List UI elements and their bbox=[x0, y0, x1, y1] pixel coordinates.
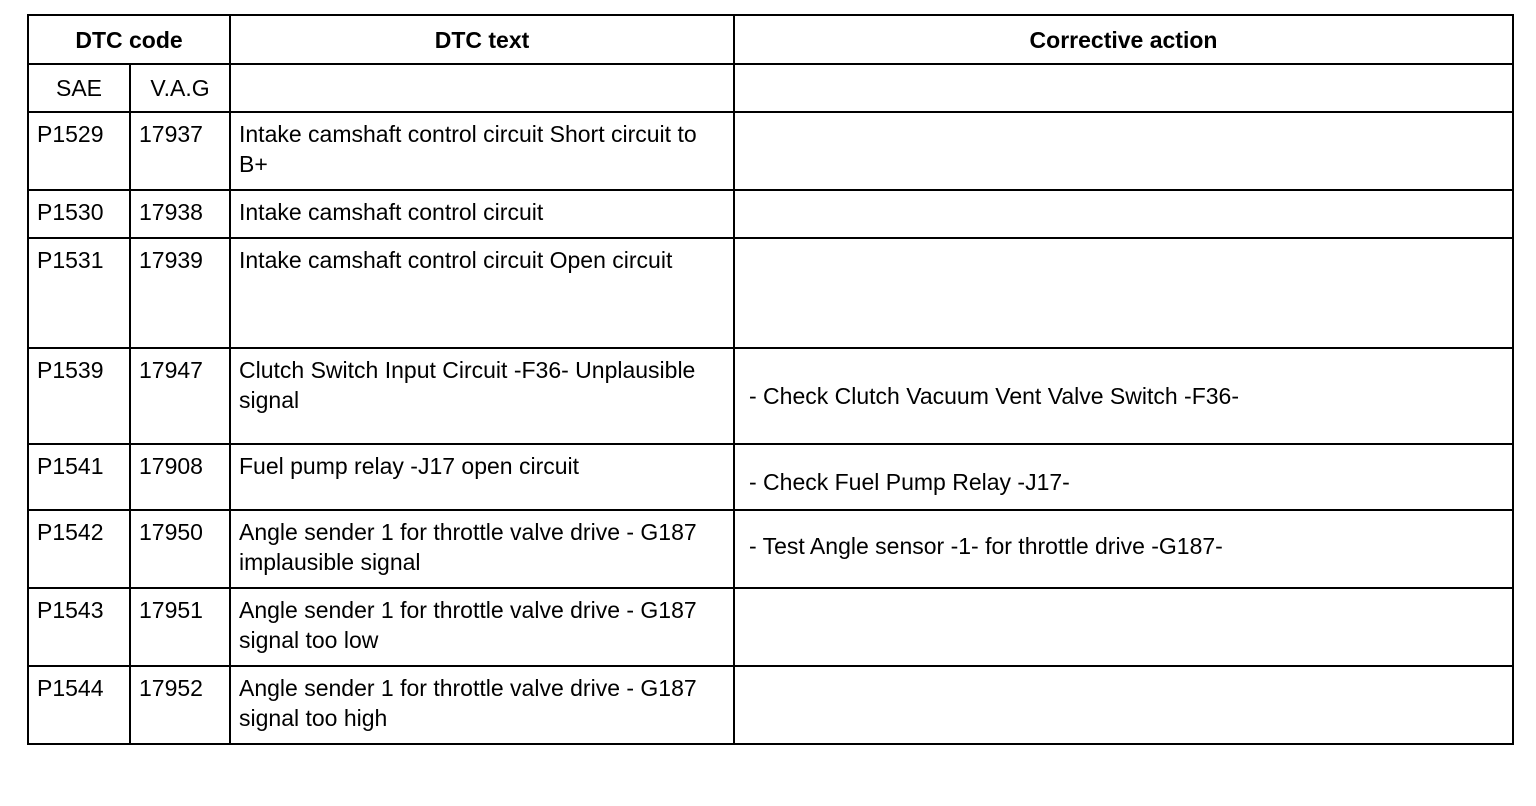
table-row bbox=[28, 666, 1513, 744]
subheader-vag: V.A.G bbox=[130, 64, 230, 112]
sae-code: P1531 bbox=[28, 238, 130, 348]
vag-code: 17939 bbox=[130, 238, 230, 348]
vag-code: 17937 bbox=[130, 112, 230, 190]
header-dtc-text: DTC text bbox=[230, 15, 734, 64]
header-dtc-code: DTC code bbox=[28, 15, 230, 64]
vag-code: 17908 bbox=[130, 444, 230, 510]
header-row bbox=[28, 15, 1513, 64]
subheader-row bbox=[28, 64, 1513, 112]
vag-code: 17951 bbox=[130, 588, 230, 666]
vag-code: 17952 bbox=[130, 666, 230, 744]
dtc-table bbox=[27, 14, 1514, 745]
subheader-sae: SAE bbox=[28, 64, 130, 112]
table-row bbox=[28, 588, 1513, 666]
vag-code: 17950 bbox=[130, 510, 230, 588]
vag-code: 17947 bbox=[130, 348, 230, 444]
corrective-action bbox=[734, 666, 1513, 744]
subheader-empty-action bbox=[734, 64, 1513, 112]
dtc-text: Clutch Switch Input Circuit -F36- Unplausible signal bbox=[230, 348, 734, 444]
corrective-action bbox=[734, 190, 1513, 238]
dtc-text: Fuel pump relay -J17 open circuit bbox=[230, 444, 734, 510]
table-row bbox=[28, 112, 1513, 190]
dtc-text: Intake camshaft control circuit Short circuit to B+ bbox=[230, 112, 734, 190]
corrective-action: - Check Fuel Pump Relay -J17- bbox=[734, 444, 1513, 510]
dtc-text: Angle sender 1 for throttle valve drive - G187 implausible signal bbox=[230, 510, 734, 588]
sae-code: P1541 bbox=[28, 444, 130, 510]
sae-code: P1543 bbox=[28, 588, 130, 666]
dtc-text: Angle sender 1 for throttle valve drive - G187 signal too high bbox=[230, 666, 734, 744]
dtc-text: Intake camshaft control circuit Open circuit bbox=[230, 238, 734, 348]
table-row bbox=[28, 510, 1513, 588]
corrective-action: - Check Clutch Vacuum Vent Valve Switch -F36- bbox=[734, 348, 1513, 444]
table-row bbox=[28, 348, 1513, 444]
corrective-action bbox=[734, 238, 1513, 348]
sae-code: P1544 bbox=[28, 666, 130, 744]
corrective-action bbox=[734, 588, 1513, 666]
table-row bbox=[28, 238, 1513, 348]
vag-code: 17938 bbox=[130, 190, 230, 238]
dtc-text: Angle sender 1 for throttle valve drive - G187 signal too low bbox=[230, 588, 734, 666]
table-row bbox=[28, 444, 1513, 510]
sae-code: P1539 bbox=[28, 348, 130, 444]
subheader-empty-text bbox=[230, 64, 734, 112]
sae-code: P1529 bbox=[28, 112, 130, 190]
table-row bbox=[28, 190, 1513, 238]
sae-code: P1542 bbox=[28, 510, 130, 588]
dtc-text: Intake camshaft control circuit bbox=[230, 190, 734, 238]
corrective-action: - Test Angle sensor -1- for throttle drive -G187- bbox=[734, 510, 1513, 588]
header-corrective-action: Corrective action bbox=[734, 15, 1513, 64]
corrective-action bbox=[734, 112, 1513, 190]
sae-code: P1530 bbox=[28, 190, 130, 238]
